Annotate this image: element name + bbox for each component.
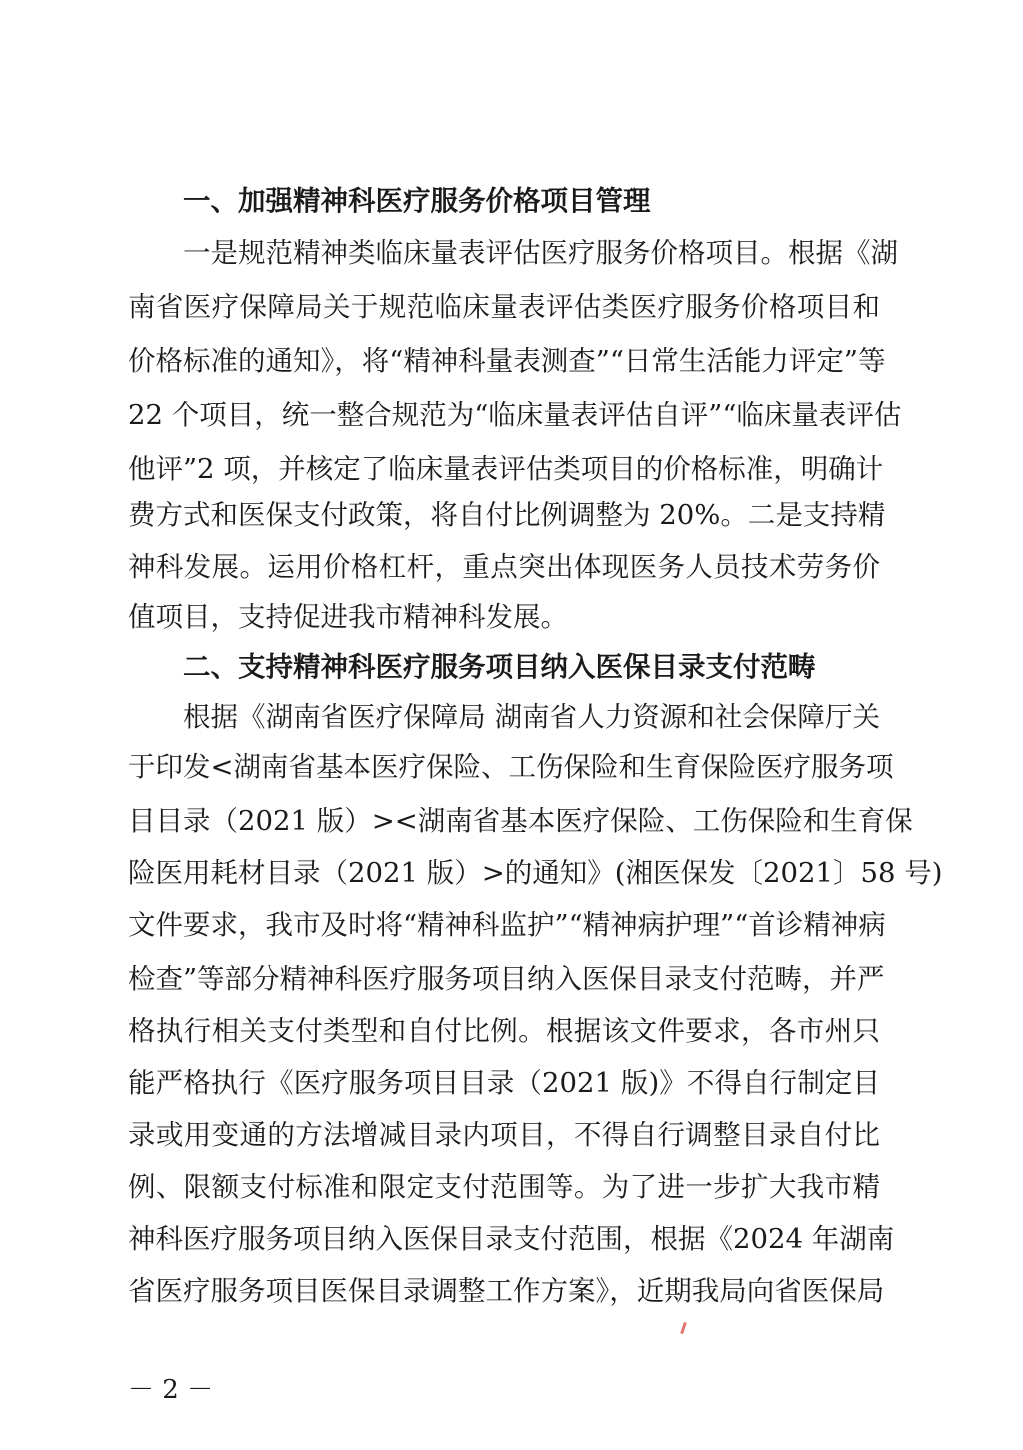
paragraph-line: 检查”等部分精神科医疗服务项目纳入医保目录支付范畴，并严 bbox=[128, 963, 885, 995]
paragraph-line: 22 个项目，统一整合规范为“临床量表评估自评”“临床量表评估 bbox=[128, 399, 902, 431]
section-heading-1: 一、加强精神科医疗服务价格项目管理 bbox=[183, 185, 651, 217]
section-heading-2: 二、支持精神科医疗服务项目纳入医保目录支付范畴 bbox=[183, 651, 816, 683]
paragraph-line: 神科医疗服务项目纳入医保目录支付范围，根据《2024 年湖南 bbox=[128, 1223, 895, 1255]
paragraph-line: 能严格执行《医疗服务项目目录（2021 版)》不得自行制定目 bbox=[128, 1067, 880, 1099]
paragraph-line: 根据《湖南省医疗保障局 湖南省人力资源和社会保障厅关 bbox=[183, 701, 880, 733]
paragraph-line: 神科发展。运用价格杠杆，重点突出体现医务人员技术劳务价 bbox=[128, 551, 880, 583]
paragraph-line: 值项目，支持促进我市精神科发展。 bbox=[128, 601, 568, 633]
paragraph-line: 一是规范精神类临床量表评估医疗服务价格项目。根据《湖 bbox=[183, 237, 898, 269]
paragraph-line: 险医用耗材目录（2021 版）>的通知》(湘医保发〔2021〕58 号) bbox=[128, 857, 943, 889]
paragraph-line: 南省医疗保障局关于规范临床量表评估类医疗服务价格项目和 bbox=[128, 291, 880, 323]
paragraph-line: 格执行相关支付类型和自付比例。根据该文件要求，各市州只 bbox=[128, 1015, 880, 1047]
paragraph-line: 省医疗服务项目医保目录调整工作方案》，近期我局向省医保局 bbox=[128, 1275, 885, 1307]
paragraph-line: 他评”2 项，并核定了临床量表评估类项目的价格标准，明确计 bbox=[128, 453, 884, 485]
paragraph-line: 费方式和医保支付政策，将自付比例调整为 20%。二是支持精 bbox=[128, 499, 886, 531]
paragraph-line: 文件要求，我市及时将“精神科监护”“精神病护理”“首诊精神病 bbox=[128, 909, 886, 941]
paragraph-line: 价格标准的通知》，将“精神科量表测查”“日常生活能力评定”等 bbox=[128, 345, 886, 377]
paragraph-line: 于印发<湖南省基本医疗保险、工伤保险和生育保险医疗服务项 bbox=[128, 751, 894, 783]
paragraph-line: 目目录（2021 版）><湖南省基本医疗保险、工伤保险和生育保 bbox=[128, 805, 913, 837]
paragraph-line: 录或用变通的方法增减目录内项目，不得自行调整目录自付比 bbox=[128, 1119, 880, 1151]
red-ink-mark bbox=[680, 1322, 687, 1334]
page-number: － 2 － bbox=[128, 1375, 214, 1405]
paragraph-line: 例、限额支付标准和限定支付范围等。为了进一步扩大我市精 bbox=[128, 1171, 880, 1203]
